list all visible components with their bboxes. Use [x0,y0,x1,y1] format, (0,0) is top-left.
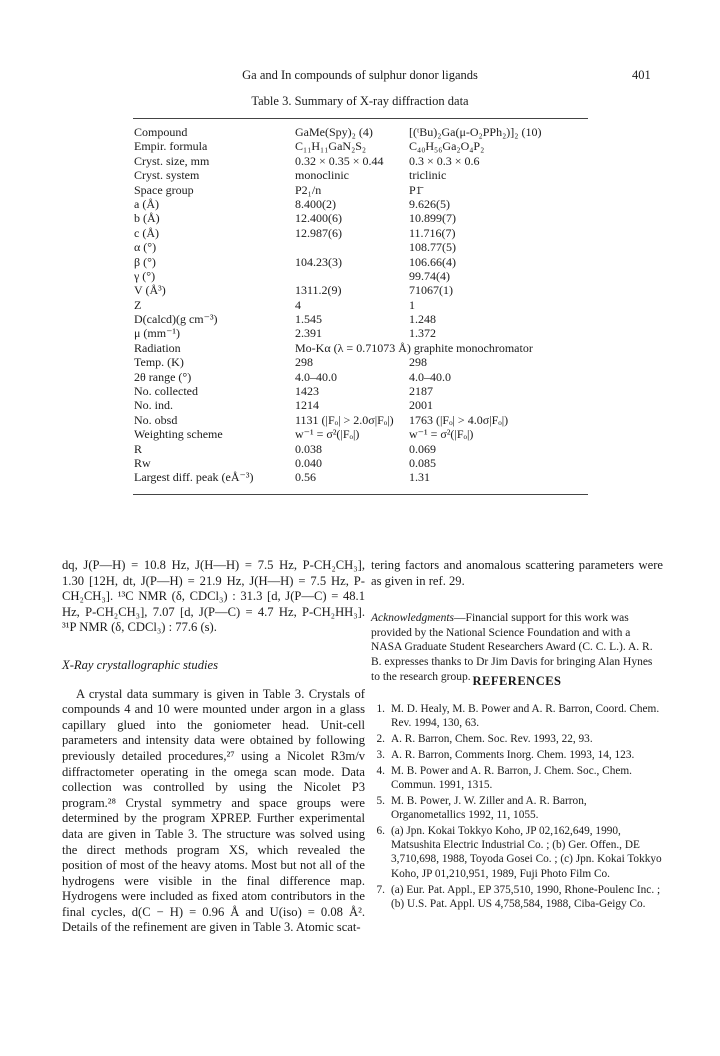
compound-10-value: 1 [409,297,415,312]
compound-10-value: 1.31 [409,470,430,485]
compound-4-value: 1.545 [295,312,322,327]
table-row [134,269,594,283]
table-row [134,370,594,384]
compound-4-value: 0.56 [295,470,316,485]
reference-item [371,883,663,912]
table-row [134,470,594,484]
reference-text: A. R. Barron, Chem. Soc. Rev. 1993, 22, 93. [391,733,593,746]
compound-4-value: 298 [295,355,313,370]
compound-10-value: 1763 (|Fₒ| > 4.0σ|Fₒ|) [409,412,509,427]
compound-4-value: 1423 [295,384,319,399]
reference-number: 3. [376,748,385,761]
table-row [134,442,594,456]
table-row [134,326,594,340]
table-row [134,427,594,441]
reference-item [371,748,663,762]
compound-10-value: 2187 [409,384,433,399]
compound-10-value: 0.3 × 0.3 × 0.6 [409,153,480,168]
compound-4-value: 1214 [295,398,319,413]
compound-4-value: 104.23(3) [295,254,342,269]
compound-10-value: [(ᵗBu)₂Ga(μ-O₂PPh₂)]₂ (10) [409,125,542,139]
row-label: b (Å) [134,211,160,226]
row-label: Temp. (K) [134,355,184,370]
row-label: D(calcd)(g cm⁻³) [134,312,218,327]
row-label: a (Å) [134,196,159,211]
compound-4-value: 12.987(6) [295,225,342,240]
continuation-paragraph: tering factors and anomalous scattering parameters were as given in ref. 29. [371,558,663,588]
row-label: Compound [134,125,188,139]
table-row [134,312,594,326]
compound-4-value: 0.038 [295,441,322,456]
table-top-rule [133,118,588,119]
row-label: β (°) [134,254,156,269]
compound-10-value: 0.069 [409,441,436,456]
table-row [134,240,594,254]
table-row [134,154,594,168]
compound-4-value: GaMe(Spy)₂ (4) [295,125,373,139]
table-row [134,298,594,312]
row-label: Space group [134,182,194,197]
right-column [371,558,663,684]
table-row [134,168,594,182]
row-label: Z [134,297,142,312]
compound-10-value: 11.716(7) [409,225,456,240]
compound-4-value: 1131 (|Fₒ| > 2.0σ|Fₒ|) [295,412,394,427]
compound-10-value: 9.626(5) [409,196,450,211]
compound-4-value: 2.391 [295,326,322,341]
reference-text: (a) Eur. Pat. Appl., EP 375,510, 1990, Rhone-Poulenc Inc. ; (b) U.S. Pat. Appl. US 4,758,584, 1988, Ciba-Geigy Co. [391,883,661,910]
row-label: No. collected [134,384,198,399]
reference-number: 7. [376,883,385,896]
xray-data-table [134,125,594,485]
table-row [134,355,594,369]
compound-4-value: 0.32 × 0.35 × 0.44 [295,153,384,168]
compound-10-value: 4.0–40.0 [409,369,451,384]
table-row [134,139,594,153]
running-title: Ga and In compounds of sulphur donor ligands [242,68,478,82]
table-row [134,384,594,398]
reference-number: 1. [376,703,385,715]
table-row [134,226,594,240]
row-label: Cryst. size, mm [134,153,210,168]
row-label: No. obsd [134,412,178,427]
reference-number: 6. [376,824,385,837]
row-label: No. ind. [134,398,173,413]
compound-10-value: 1.372 [409,326,436,341]
compound-10-value: 2001 [409,398,433,413]
table-row [134,341,594,355]
reference-text: M. B. Power and A. R. Barron, J. Chem. Soc., Chem. Commun. 1991, 1315. [391,764,632,791]
reference-number: 2. [376,733,385,746]
nmr-paragraph: dq, J(P—H) = 10.8 Hz, J(H—H) = 7.5 Hz, P-CH₂CH₃], 1.30 [12H, dt, J(P—H) = 21.9 Hz, J(H—H) = 7.5 Hz, P-CH₂CH₃]. ¹³C NMR (δ, CDCl₃) : 31.3 [d, J(P—C) = 48.1 Hz, P-CH₂CH₃], 7.07 [d, J(P—C) = 4.7 Hz, P-CH₂HH₃]. ³¹P NMR (δ, CDCl₃) : 77.6 (s). [62,558,365,635]
row-label: Largest diff. peak (eÅ⁻³) [134,470,254,485]
body-paragraph: A crystal data summary is given in Table 3. Crystals of compounds 4 and 10 were mounted under argon in a glass capillary glued into the goniometer head. Unit-cell parameters and intensity data were obtained by following previously detailed procedures,²⁷ using a Nicolet R3m/v diffractometer operating in the omega scan mode. Data collection was controlled by using the Nicolet P3 program.²⁸ Crystal symmetry and space groups were determined by the program XPREP. Further experimental data are given in Table 3. The structure was solved using the direct methods program XS, which revealed the position of most of the heavy atoms. Most but not all of the hydrogens were visible in the final difference map. Hydrogens were included as fixed atom contributors in the final cycles, d(C − H) = 0.96 Å and U(iso) = 0.08 Å². Details of the refinement are given in Table 3. Atomic scat- [62,686,365,935]
row-label: Empir. formula [134,139,208,154]
compound-4-value: 12.400(6) [295,211,342,226]
table-row [134,283,594,297]
compound-10-value: 1.248 [409,312,436,327]
reference-text: M. D. Healy, M. B. Power and A. R. Barron, Coord. Chem. Rev. 1994, 130, 63. [391,703,660,730]
compound-10-value: 71067(1) [409,283,453,298]
table-row [134,398,594,412]
compound-10-value: 298 [409,355,427,370]
row-label: Rw [134,455,151,470]
reference-text: M. B. Power, J. W. Ziller and A. R. Barron, Organometallics 1992, 11, 1055. [391,794,587,822]
compound-4-value: 4 [295,297,301,312]
table-row [134,197,594,211]
compound-10-value: 108.77(5) [409,240,456,255]
reference-item [371,824,663,881]
ack-title: Acknowledgments [371,612,455,625]
compound-10-value: 10.899(7) [409,211,456,226]
row-label: Cryst. system [134,168,200,183]
compound-10-value: 0.085 [409,455,436,470]
table-caption: Table 3. Summary of X-ray diffraction data [251,94,469,108]
compound-10-value: 106.66(4) [409,254,456,269]
compound-4-value: 0.040 [295,455,322,470]
compound-10-value: P1̄ [409,182,422,197]
reference-number: 5. [376,794,385,807]
row-label: γ (°) [134,268,156,283]
compound-10-value: C₄₀H₅₆Ga₂O₄P₂ [409,139,485,154]
compound-4-value: Mo-Kα (λ = 0.71073 Å) graphite monochromator [295,340,533,355]
compound-10-value: w⁻¹ = σ²(|Fₒ|) [409,427,474,442]
section-title: X-Ray crystallographic studies [62,657,218,672]
table-row [134,456,594,470]
row-label: 2θ range (°) [134,369,192,384]
page-number: 401 [632,68,651,82]
compound-10-value: triclinic [409,168,447,183]
reference-item [371,794,663,823]
reference-item [371,702,663,731]
row-label: Radiation [134,340,181,355]
compound-4-value: C₁₁H₁₁GaN₂S₂ [295,139,367,154]
compound-4-value: 8.400(2) [295,196,336,211]
row-label: Weighting scheme [134,427,223,442]
references-title: REFERENCES [472,674,562,688]
compound-4-value: 1311.2(9) [295,283,342,298]
row-label: R [134,441,143,456]
row-label: μ (mm⁻¹) [134,326,181,341]
references-list [371,702,663,913]
left-column [62,558,365,936]
compound-10-value: 99.74(4) [409,268,450,283]
table-row [134,211,594,225]
row-label: c (Å) [134,225,159,240]
compound-4-value: P2₁/n [295,182,322,197]
table-row [134,125,594,139]
compound-4-value: w⁻¹ = σ²(|Fₒ|) [295,427,360,442]
ack-text: —Financial support for this work was provided by the National Science Foundation and with a NASA Graduate Student Researchers Award (C. C. L.). A. R. B. expresses thanks to Dr Jim Davis for bringing Alan Hynes to the research group. [371,612,653,683]
row-label: V (Å³) [134,283,166,298]
reference-item [371,764,663,793]
reference-text: A. R. Barron, Comments Inorg. Chem. 1993, 14, 123. [391,748,635,761]
row-label: α (°) [134,240,157,255]
reference-number: 4. [376,764,385,777]
reference-item [371,732,663,746]
table-row [134,183,594,197]
reference-text: (a) Jpn. Kokai Tokkyo Koho, JP 02,162,649, 1990, Matsushita Electric Industrial Co. ; (b) Ger. Offen., DE 3,710,698, 1988, Toyoda Gosei Co. ; (c) Jpn. Kokai Tokkyo Koho, JP 01,210,951, 1989, Fuji Photo Film Co. [391,824,662,880]
table-row [134,255,594,269]
table-row [134,413,594,427]
compound-4-value: monoclinic [295,168,349,183]
compound-4-value: 4.0–40.0 [295,369,337,384]
table-bottom-rule [133,494,588,495]
